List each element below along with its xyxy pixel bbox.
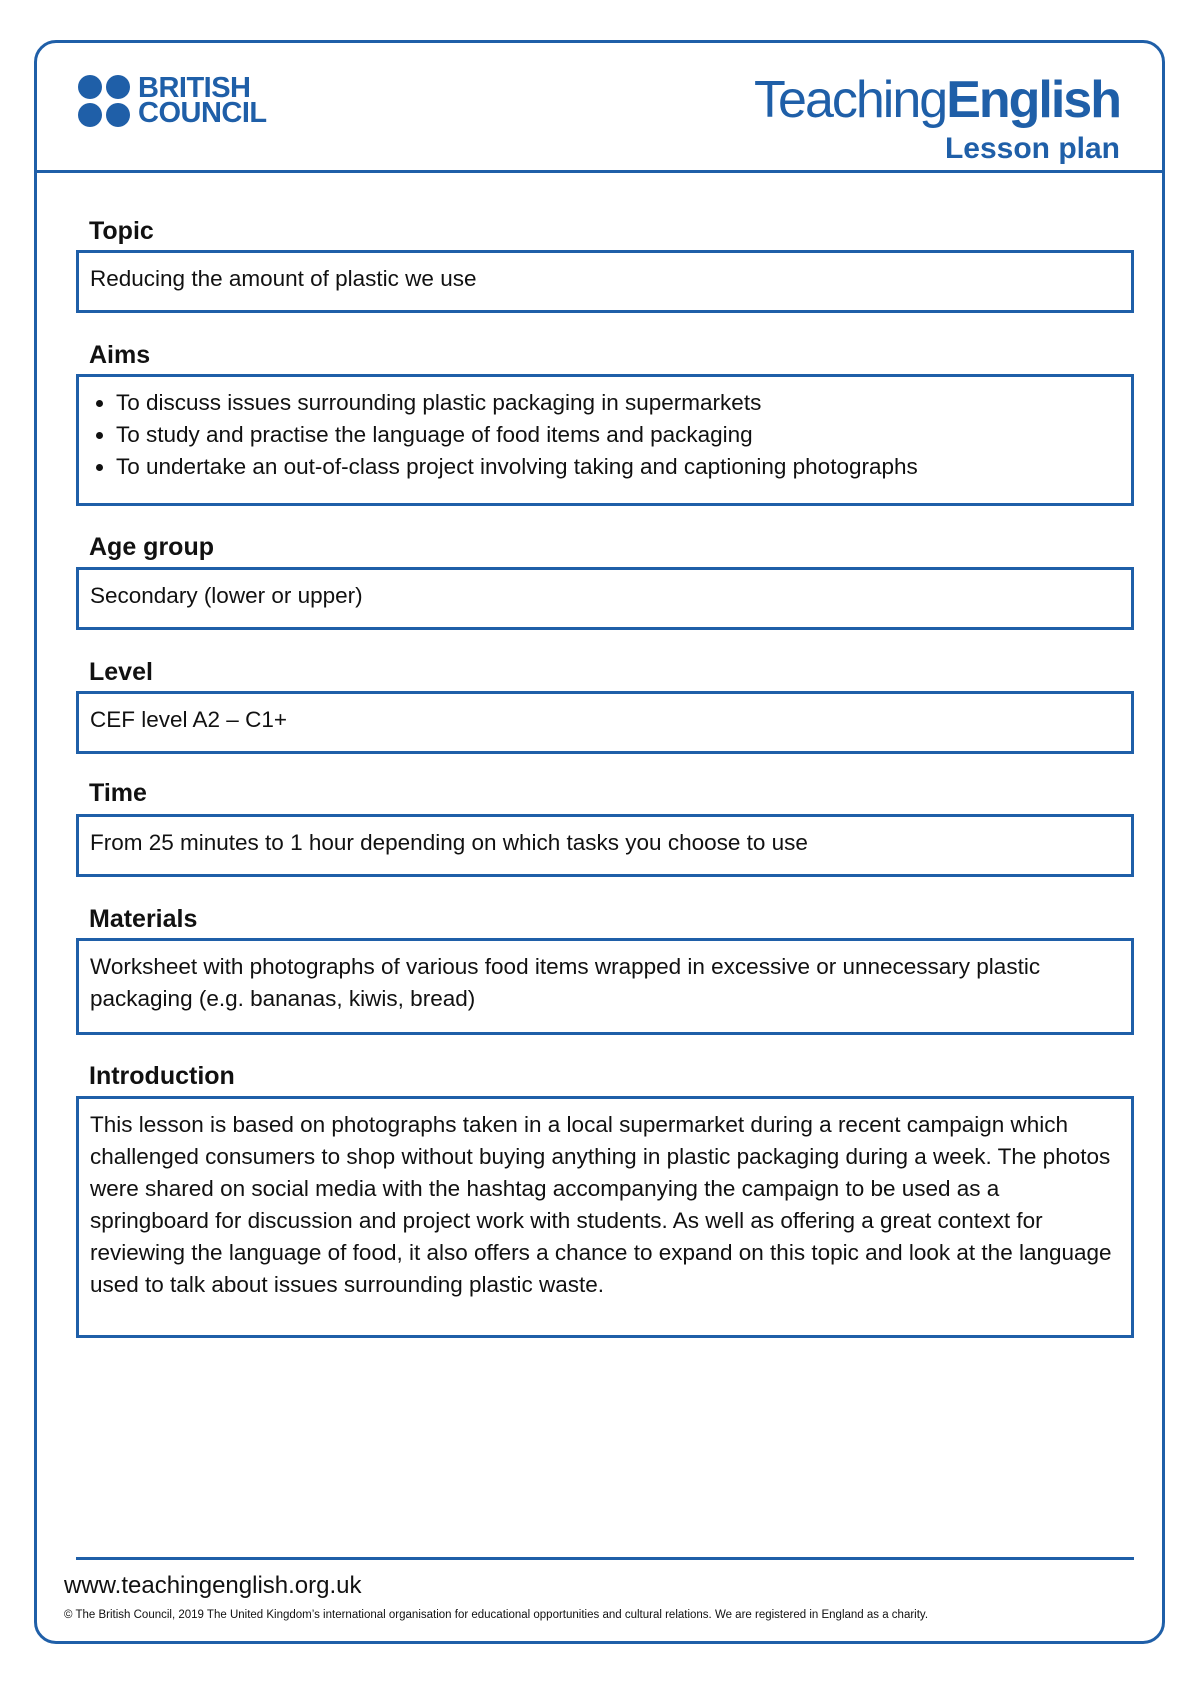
age-group-label: Age group: [89, 533, 214, 561]
brand-title: [754, 72, 1120, 128]
aims-label: Aims: [89, 341, 151, 369]
logo-line-2: COUNCIL: [138, 97, 267, 129]
introduction-box: [76, 1096, 1134, 1338]
introduction-text: This lesson is based on photographs taken in a local supermarket during a recent campaign which challenged consumers to shop without buying anything in plastic packaging during a week. The photos were shared on social media with the hashtag accompanying the campaign to be used as a springboard for discussion and project work with students. As well as offering a great context for reviewing the language of food, it also offers a chance to expand on this topic and look at the language used to talk about issues surrounding plastic waste.: [90, 1112, 1112, 1297]
aims-item: • To study and practise the language of food items and packaging: [116, 419, 1121, 451]
aims-item: • To discuss issues surrounding plastic packaging in supermarkets: [116, 387, 1121, 419]
topic-text: Reducing the amount of plastic we use: [90, 266, 477, 291]
topic-box: [76, 250, 1134, 313]
brand-title-part2: English: [946, 71, 1120, 129]
level-box: [76, 691, 1134, 754]
age-group-text: Secondary (lower or upper): [90, 583, 363, 608]
header-divider: [34, 170, 1165, 173]
age-group-box: [76, 567, 1134, 630]
topic-label: Topic: [89, 217, 154, 245]
introduction-label: Introduction: [89, 1062, 235, 1090]
aims-list: [90, 387, 1121, 483]
materials-text: Worksheet with photographs of various food items wrapped in excessive or unnecessary plastic packaging (e.g. bananas, kiwis, bread): [90, 954, 1041, 1011]
aims-box: [76, 374, 1134, 506]
british-council-logo: [78, 74, 267, 128]
british-council-wordmark: [138, 72, 267, 129]
time-text: From 25 minutes to 1 hour depending on which tasks you choose to use: [90, 830, 808, 855]
footer-divider: [76, 1557, 1134, 1560]
british-council-dots-icon: [78, 75, 130, 127]
teaching-english-brand: [754, 72, 1120, 166]
brand-title-part1: Teaching: [754, 71, 947, 129]
aims-item: • To undertake an out-of-class project involving taking and captioning photographs: [116, 451, 1121, 483]
level-text: CEF level A2 – C1+: [90, 707, 287, 732]
logo-line-1: BRITISH: [138, 72, 251, 104]
materials-label: Materials: [89, 905, 198, 933]
footer-website-url: www.teachingenglish.org.uk: [64, 1572, 362, 1599]
materials-box: [76, 938, 1134, 1035]
level-label: Level: [89, 658, 153, 686]
time-box: [76, 814, 1134, 877]
time-label: Time: [89, 779, 147, 807]
footer-copyright: © The British Council, 2019 The United Kingdom’s international organisation for educational opportunities and cultural relations. We are registered in England as a charity.: [64, 1609, 929, 1621]
document-type-label: Lesson plan: [944, 132, 1120, 165]
